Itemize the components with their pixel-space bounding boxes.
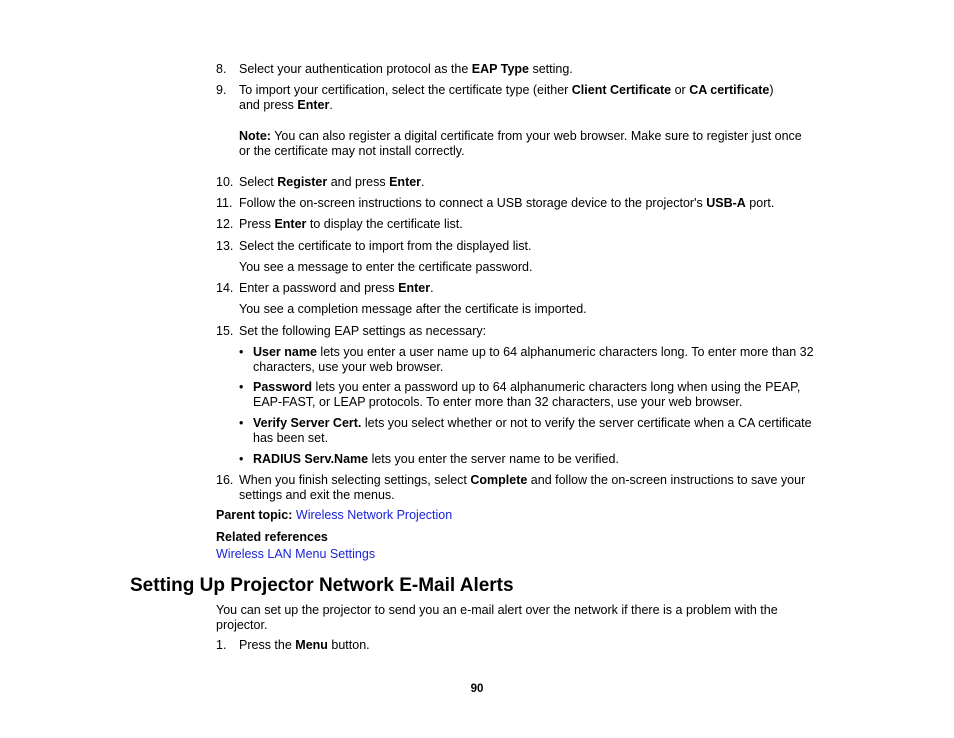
related-reference-link[interactable]: Wireless LAN Menu Settings [216,547,376,561]
step-number: 9. [216,83,227,97]
related-references [216,530,826,560]
step-number: 11. [216,196,233,210]
step-text: When you finish selecting settings, select Complete and follow the on-screen instructions to save your settings and exit the menus. [239,473,806,502]
section-step-1 [216,638,826,653]
step-text: Press the Menu button. [239,638,370,652]
step-9 [216,83,826,113]
step-11 [216,196,826,211]
step-10 [216,175,826,190]
step-text: Follow the on-screen instructions to connect a USB storage device to the projector's USB-A port. [239,196,775,210]
step-text: Select your authentication protocol as the EAP Type setting. [239,62,573,76]
bullet-marker: • [239,416,244,430]
step-text: Press Enter to display the certificate list. [239,217,463,231]
parent-topic [216,508,826,523]
bullet-user-name [239,345,829,375]
bullet-text: User name lets you enter a user name up to 64 alphanumeric characters long. To enter more than 32 characters, use your web browser. [253,345,814,374]
step-number: 10. [216,175,234,189]
section-intro: You can set up the projector to send you an e-mail alert over the network if there is a problem with the projector. [216,603,778,632]
step-14 [216,281,826,296]
step-number: 15. [216,324,234,338]
step-number: 16. [216,473,234,487]
step-text: To import your certification, select the certificate type (either Client Certificate or CA certificate) and press Enter. [239,83,774,112]
bullet-text: RADIUS Serv.Name lets you enter the server name to be verified. [253,452,619,466]
note [216,129,806,159]
bullet-radius-serv-name [239,452,829,467]
step-number: 12. [216,217,234,231]
bullet-text: Password lets you enter a password up to 64 alphanumeric characters long when using the PEAP, EAP-FAST, or LEAP protocols. To enter more than 32 characters, use your web browser. [253,380,801,409]
note-text: Note: You can also register a digital certificate from your web browser. Make sure to register just once or the certificate may not install correctly. [239,129,802,158]
related-references-label: Related references [216,530,328,544]
step-number: 8. [216,62,227,76]
step-text: Enter a password and press Enter. [239,281,434,295]
step-number: 14. [216,281,234,295]
step-12 [216,217,826,232]
bullet-marker: • [239,380,244,394]
bullet-verify-server-cert [239,416,829,446]
bullet-marker: • [239,345,244,359]
step-text: Select Register and press Enter. [239,175,425,189]
bullet-text: Verify Server Cert. lets you select whether or not to verify the server certificate when a CA certificate has been set. [253,416,812,445]
page-number: 90 [470,683,484,695]
section-heading: Setting Up Projector Network E-Mail Alerts [130,575,514,596]
step-number: 1. [216,638,227,652]
step-8 [216,62,826,77]
step-result-text: You see a message to enter the certificate password. [239,260,533,274]
step-number: 13. [216,239,234,253]
parent-topic-link[interactable]: Wireless Network Projection [295,508,453,522]
parent-topic-label: Parent topic: [216,508,293,522]
step-result-text: You see a completion message after the certificate is imported. [239,302,587,316]
step-text: Select the certificate to import from the displayed list. [239,239,532,253]
step-13 [216,239,826,254]
step-14-result [216,302,826,317]
step-13-result [216,260,826,275]
step-16 [216,473,826,503]
bullet-password [239,380,829,410]
step-15 [216,324,826,339]
step-text: Set the following EAP settings as necessary: [239,324,487,338]
bullet-marker: • [239,452,244,466]
